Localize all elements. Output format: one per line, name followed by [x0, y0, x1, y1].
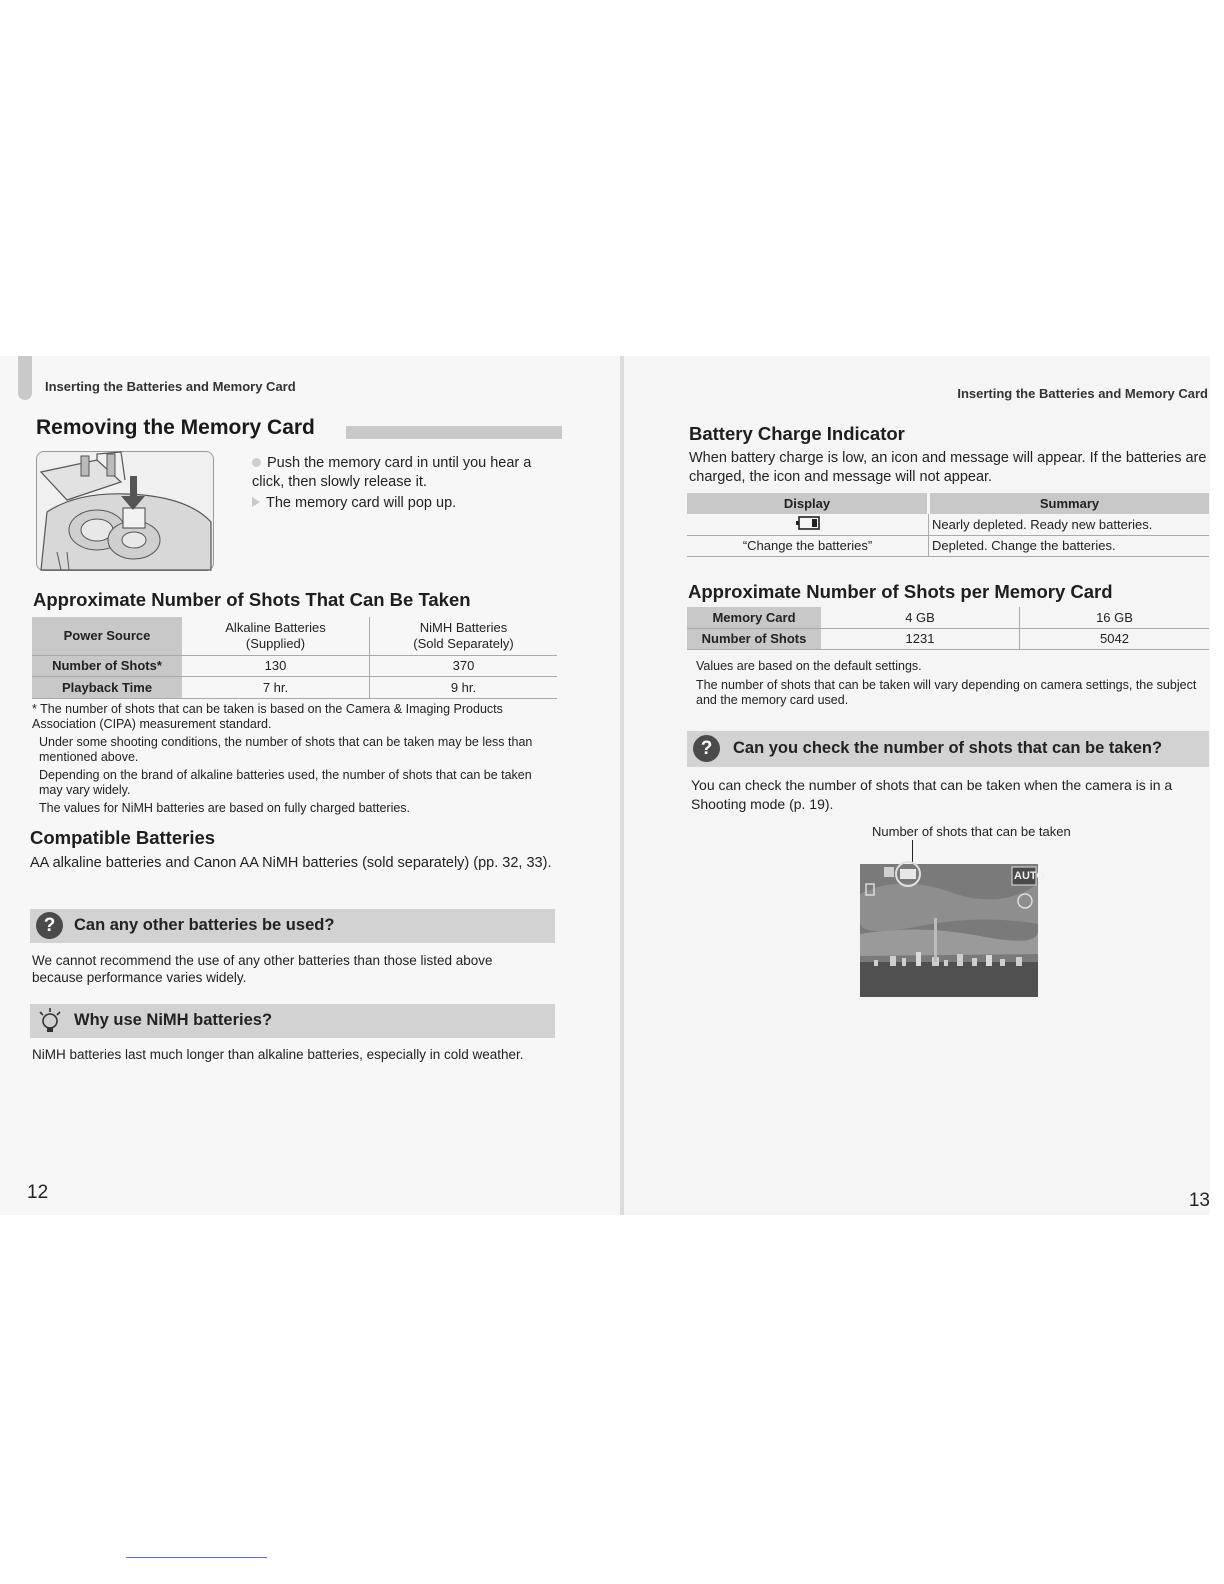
- row-label: Memory Card: [687, 607, 821, 628]
- note-item: The values for NiMH batteries are based on fully charged batteries.: [39, 801, 411, 815]
- remove-result: [252, 494, 562, 513]
- battery-table-header: [687, 493, 1209, 514]
- shots-heading: Approximate Number of Shots That Can Be Taken: [33, 589, 471, 610]
- title-bar-decoration: [346, 426, 562, 439]
- remove-step-text: Push the memory card in until you hear a click, then slowly release it.: [252, 455, 532, 490]
- cell-nimh: 9 hr.: [370, 676, 558, 698]
- row-label: Number of Shots: [687, 628, 821, 649]
- row-label: Playback Time: [32, 676, 182, 698]
- section-tab-marker: [18, 356, 32, 400]
- battery-text: When battery charge is low, an icon and message will appear. If the batteries are charged, the icon and message will not appear.: [689, 450, 1207, 485]
- note-item: Values are based on the default settings.: [696, 659, 922, 673]
- card-notes: [690, 659, 1205, 708]
- page-title: Removing the Memory Card: [36, 416, 315, 439]
- summary-col-header: Summary: [929, 493, 1210, 514]
- remove-result-text: The memory card will pop up.: [266, 495, 457, 511]
- card-table: [687, 607, 1209, 650]
- alkaline-header-line2: (Supplied): [245, 635, 306, 651]
- summary-cell: Nearly depleted. Ready new batteries.: [929, 514, 1210, 535]
- cell-4gb: 4 GB: [821, 607, 1020, 628]
- battery-table: [687, 493, 1209, 557]
- table-row: [687, 628, 1209, 649]
- cell-16gb: 5042: [1020, 628, 1210, 649]
- table-row: [687, 514, 1209, 535]
- manual-spread: [0, 356, 1210, 1215]
- question-icon: ?: [36, 912, 63, 939]
- tip-title: Why use NiMH batteries?: [74, 1011, 273, 1029]
- table-row: [687, 607, 1209, 628]
- note-item: The number of shots that can be taken will vary depending on camera settings, the subject and the memory card used.: [696, 678, 1197, 707]
- tip-text: NiMH batteries last much longer than alkaline batteries, especially in cold weather.: [32, 1047, 524, 1062]
- lightbulb-hint-icon: [36, 1007, 64, 1040]
- row-label: Number of Shots*: [32, 655, 182, 676]
- faq-answer: We cannot recommend the use of any other batteries than those listed above because performance varies widely.: [32, 953, 493, 985]
- compatible-text: AA alkaline batteries and Canon AA NiMH batteries (sold separately) (pp. 32, 33).: [30, 855, 552, 871]
- compatible-heading: Compatible Batteries: [30, 827, 216, 848]
- question-icon: ?: [693, 735, 720, 762]
- alkaline-col-header: [182, 617, 370, 655]
- right-page: [624, 356, 1210, 1215]
- faq-other-batteries-bar: [30, 909, 555, 943]
- display-cell: [687, 514, 929, 535]
- step-bullet-icon: [252, 458, 261, 467]
- remove-step: [252, 454, 562, 492]
- note-item: Depending on the brand of alkaline batteries used, the number of shots that can be taken may vary widely.: [39, 768, 532, 797]
- nimh-header-line1: NiMH Batteries: [419, 619, 508, 635]
- nimh-col-header: [370, 617, 558, 655]
- camera-screen-illustration: [860, 864, 1045, 997]
- cell-alkaline: 130: [182, 655, 370, 676]
- page-number-right: 13: [1188, 1190, 1210, 1211]
- cell-16gb: 16 GB: [1020, 607, 1210, 628]
- note-item: * The number of shots that can be taken is based on the Camera & Imaging Products Association (CIPA) measurement standard.: [32, 702, 503, 731]
- running-head: Inserting the Batteries and Memory Card: [45, 379, 296, 394]
- page-number-left: 12: [27, 1182, 49, 1203]
- display-col-header: Display: [687, 493, 929, 514]
- shooting-mode-label: AUTO: [1014, 870, 1045, 882]
- note-item: Under some shooting conditions, the number of shots that can be taken may be less than mentioned above.: [39, 735, 533, 764]
- faq-title: Can any other batteries be used?: [74, 916, 335, 934]
- shots-table: [32, 617, 557, 699]
- shots-notes: [32, 702, 547, 816]
- display-cell: “Change the batteries”: [687, 535, 929, 556]
- screen-caption: Number of shots that can be taken: [872, 824, 1071, 839]
- table-row: [32, 655, 557, 676]
- left-page: [0, 356, 620, 1215]
- running-head: Inserting the Batteries and Memory Card: [957, 386, 1208, 401]
- cell-4gb: 1231: [821, 628, 1020, 649]
- battery-heading: Battery Charge Indicator: [689, 423, 905, 444]
- faq-title: Can you check the number of shots that can be taken?: [733, 739, 1163, 757]
- summary-cell: Depleted. Change the batteries.: [929, 535, 1210, 556]
- table-row: [687, 535, 1209, 556]
- table-row: [32, 676, 557, 698]
- camera-card-slot-icon: [37, 452, 213, 570]
- battery-low-icon: [795, 515, 821, 531]
- alkaline-header-line1: Alkaline Batteries: [225, 619, 326, 635]
- memory-card-illustration: [36, 451, 214, 571]
- footer-rule: [126, 1557, 267, 1558]
- shots-table-header: [32, 617, 557, 655]
- cell-alkaline: 7 hr.: [182, 676, 370, 698]
- power-source-label: Power Source: [32, 617, 182, 655]
- city-skyline-photo: [860, 864, 1038, 997]
- nimh-header-line2: (Sold Separately): [413, 635, 514, 651]
- faq-answer: You can check the number of shots that can be taken when the camera is in a Shooting mode (p. 19).: [691, 777, 1173, 812]
- cell-nimh: 370: [370, 655, 558, 676]
- card-heading: Approximate Number of Shots per Memory Card: [688, 581, 1113, 602]
- faq-check-shots-bar: [687, 731, 1209, 767]
- result-arrow-icon: [252, 497, 260, 507]
- tip-nimh-bar: [30, 1004, 555, 1038]
